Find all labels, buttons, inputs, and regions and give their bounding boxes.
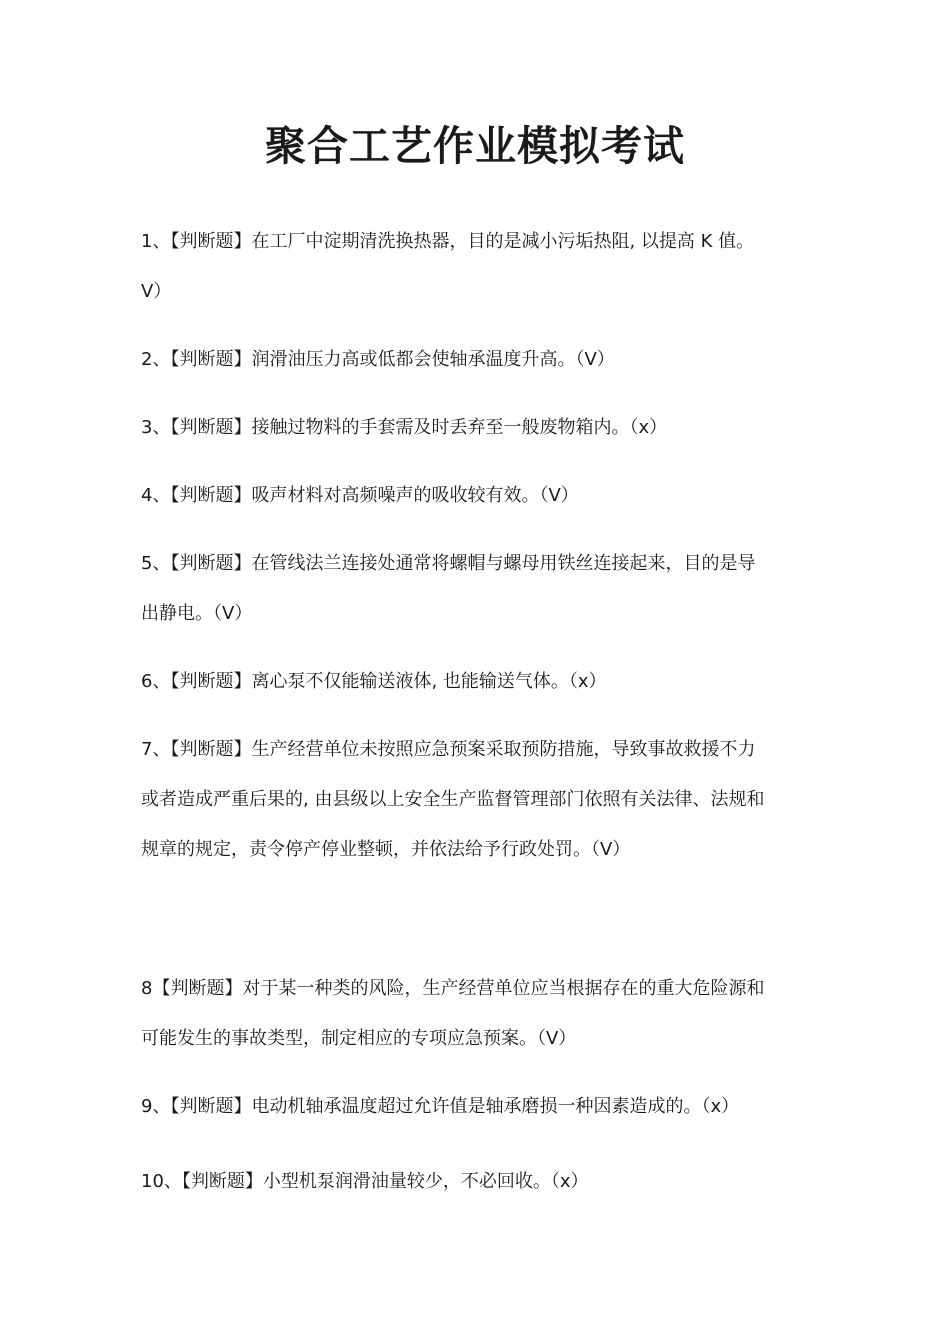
question-line: 3、【判断题】接触过物料的手套需及时丢弃至一般废物箱内。（x） — [141, 417, 668, 438]
question-6 — [141, 657, 811, 707]
question-5 — [141, 539, 811, 639]
question-line: 2、【判断题】润滑油压力高或低都会使轴承温度升高。（V） — [141, 349, 615, 370]
question-line: 5、【判断题】在管线法兰连接处通常将螺帽与螺母用铁丝连接起来，目的是导 — [141, 553, 756, 574]
question-10 — [141, 1157, 811, 1207]
question-line: 可能发生的事故类型，制定相应的专项应急预案。（V） — [141, 1028, 577, 1049]
question-line: 7、【判断题】生产经营单位未按照应急预案采取预防措施，导致事故救援不力 — [141, 739, 756, 760]
question-line: 10、【判断题】小型机泵润滑油量较少，不必回收。（x） — [141, 1171, 589, 1192]
question-line: 6、【判断题】离心泵不仅能输送液体, 也能输送气体。（x） — [141, 671, 607, 692]
page-title: 聚合工艺作业模拟考试 — [265, 122, 685, 170]
question-7 — [141, 725, 811, 875]
question-1 — [141, 217, 811, 317]
question-line: 9、【判断题】电动机轴承温度超过允许值是轴承磨损一种因素造成的。（x） — [141, 1096, 740, 1117]
question-line: 出静电。（V） — [141, 603, 253, 624]
question-2 — [141, 335, 811, 385]
question-line: 或者造成严重后果的, 由县级以上安全生产监督管理部门依照有关法律、法规和 — [141, 789, 765, 810]
question-line: 1、【判断题】在工厂中淀期清洗换热器，目的是减小污垢热阻, 以提高 K 值。 — [141, 231, 755, 252]
question-8 — [141, 964, 811, 1064]
question-line: 规章的规定，责令停产停业整顿，并依法给予行政处罚。（V） — [141, 839, 631, 860]
question-line: 8【判断题】对于某一种类的风险，生产经营单位应当根据存在的重大危险源和 — [141, 978, 765, 999]
question-4 — [141, 471, 811, 521]
question-3 — [141, 403, 811, 453]
question-9 — [141, 1082, 811, 1132]
question-line: 4、【判断题】吸声材料对高频噪声的吸收较有效。（V） — [141, 485, 579, 506]
question-line: V） — [141, 281, 172, 302]
